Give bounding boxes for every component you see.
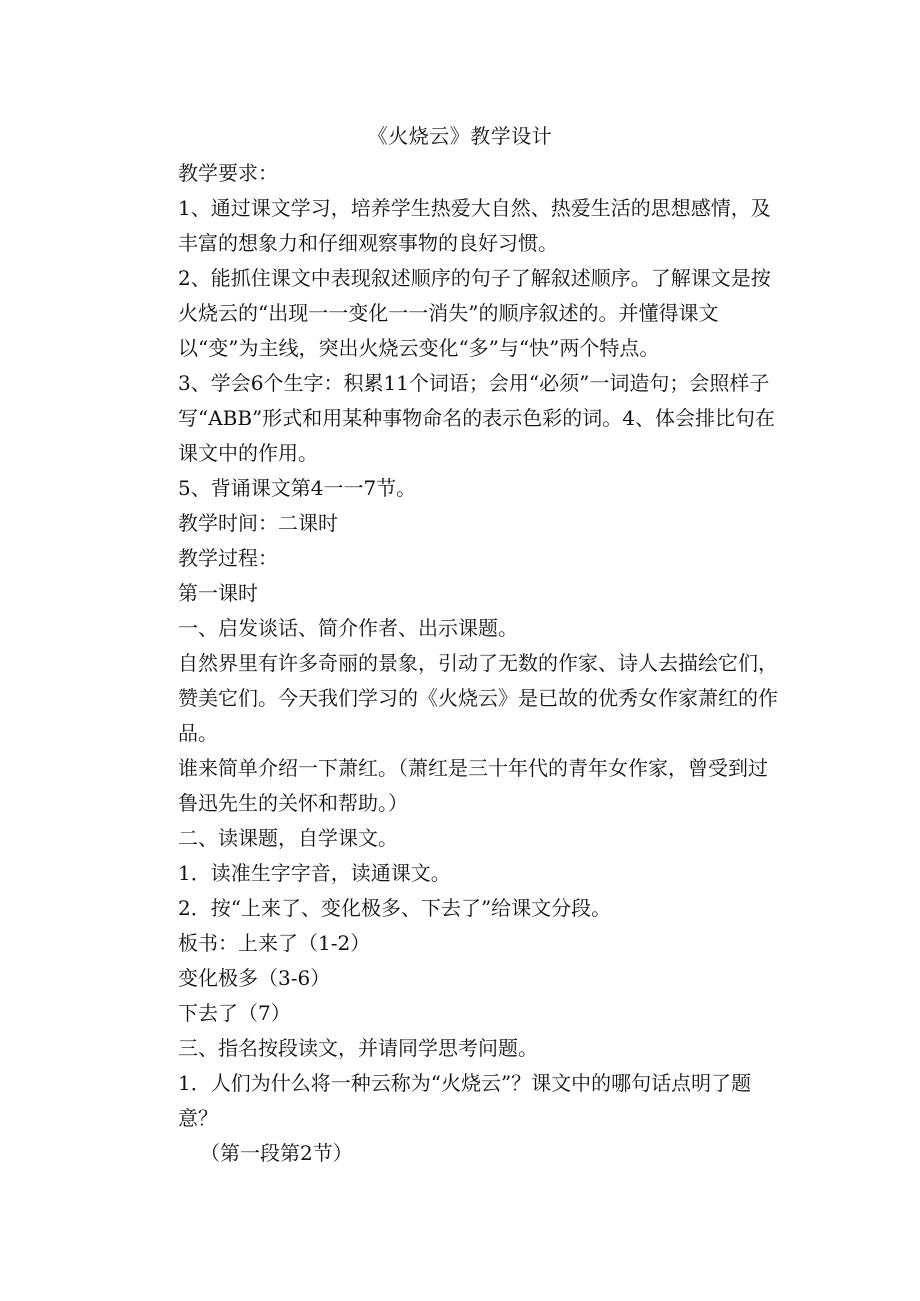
paragraph-requirement-1: 1、通过课文学习，培养学生热爱大自然、热爱生活的思想感情，及丰富的想象力和仔细观察事物的良好习惯。	[178, 196, 771, 255]
paragraph-xiao-hong-intro: 谁来简单介绍一下萧红。（萧红是三十年代的青年女作家，曾受到过鲁迅先生的关怀和帮助。）	[178, 756, 768, 815]
paragraph-section-one-heading: 一、启发谈话、简介作者、出示课题。	[178, 616, 518, 640]
paragraph-intro-text: 自然界里有许多奇丽的景象，引动了无数的作家、诗人去描绘它们，赞美它们。今天我们学习的《火烧云》是已故的优秀女作家萧红的作品。	[178, 651, 778, 745]
document-body	[178, 156, 778, 1171]
document-title: 《火烧云》教学设计	[367, 124, 553, 148]
paragraph-board-writing: 板书：上来了（1-2）	[178, 931, 371, 955]
paragraph-board-down: 下去了（7）	[178, 1001, 291, 1025]
paragraph-teaching-process-heading: 教学过程：	[178, 546, 278, 570]
paragraph-teaching-time: 教学时间：二课时	[178, 511, 338, 535]
paragraph-requirement-2: 2、能抓住课文中表现叙述顺序的句子了解叙述顺序。了解课文是按火烧云的“出现一一变化一一消失”的顺序叙述的。并懂得课文以“变”为主线，突出火烧云变化“多”与“快”两个特点。	[178, 266, 771, 360]
paragraph-requirement-3-4: 3、学会6个生字：积累11个词语；会用“必须”一词造句；会照样子写“ABB”形式和用某种事物命名的表示色彩的词。4、体会排比句在课文中的作用。	[178, 371, 776, 465]
paragraph-step-read-characters: 1．读准生字字音，读通课文。	[178, 861, 451, 885]
paragraph-step-divide-sections: 2．按“上来了、变化极多、下去了”给课文分段。	[178, 896, 612, 920]
paragraph-question-1: 1．人们为什么将一种云称为“火烧云”？课文中的哪句话点明了题意？	[178, 1071, 752, 1130]
paragraph-section-two-heading: 二、读课题，自学课文。	[178, 826, 398, 850]
paragraph-answer-note: （第一段第2节）	[200, 1141, 353, 1165]
paragraph-requirement-5: 5、背诵课文第4一一7节。	[178, 476, 417, 500]
paragraph-teaching-requirements-heading: 教学要求：	[178, 161, 278, 185]
paragraph-first-lesson-heading: 第一课时	[178, 581, 258, 605]
paragraph-section-three-heading: 三、指名按段读文，并请同学思考问题。	[178, 1036, 538, 1060]
paragraph-board-changes: 变化极多（3-6）	[178, 966, 331, 990]
